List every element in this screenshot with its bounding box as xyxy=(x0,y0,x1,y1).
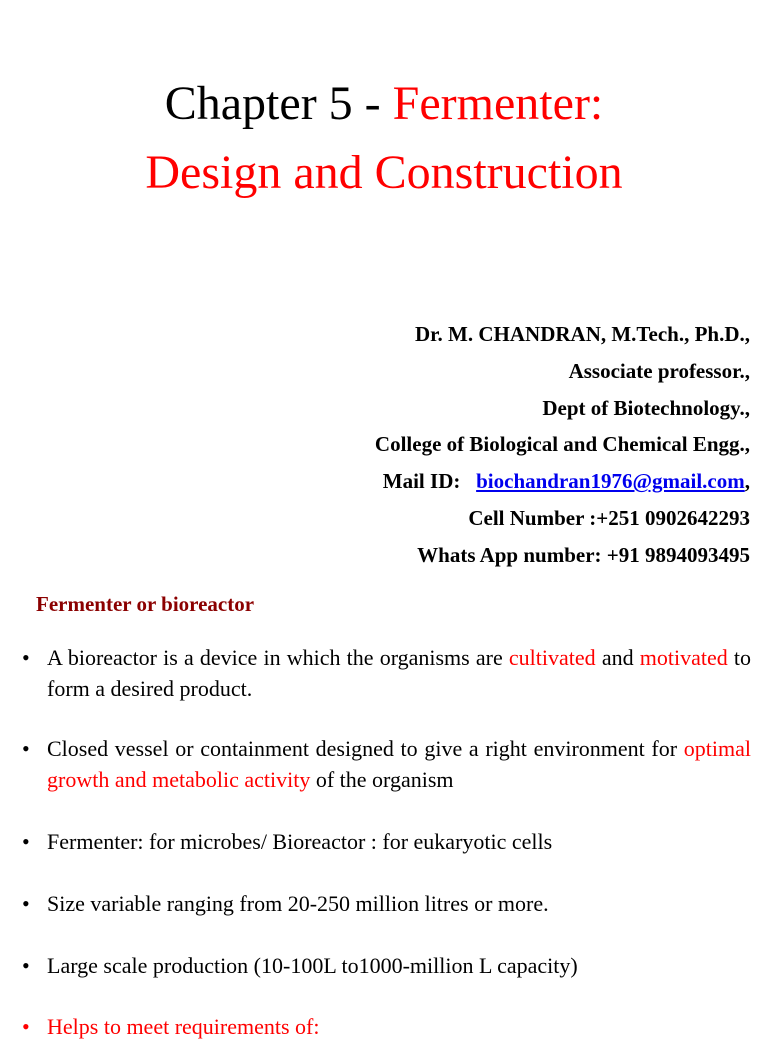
bullet-text-part: and xyxy=(595,645,640,670)
bullet-marker: • xyxy=(22,645,30,670)
bullet-text-part: of the organism xyxy=(310,767,454,792)
title-chapter: Chapter 5 - xyxy=(164,77,393,130)
author-position: Associate professor., xyxy=(568,358,750,383)
author-name: Dr. M. CHANDRAN, M.Tech., Ph.D., xyxy=(414,322,750,346)
highlight-optimal-growth: optimal growth and metabolic activity xyxy=(47,736,751,792)
author-college: College of Biological and Chemical Engg., xyxy=(374,432,750,457)
section-heading: Fermenter or bioreactor xyxy=(36,592,255,616)
author-mail-line xyxy=(375,463,750,500)
author-block xyxy=(375,316,750,574)
bullet-text-part: to form a desired product. xyxy=(47,645,751,701)
mail-label: Mail ID: xyxy=(382,469,461,494)
highlight-cultivated: cultivated xyxy=(508,645,596,670)
email-link[interactable]: biochandran1976@gmail.com xyxy=(476,469,745,494)
bullet-text-part: Closed vessel or containment designed to give a right environment for xyxy=(47,736,684,761)
title-fermenter: Fermenter: xyxy=(392,77,604,130)
bullet-text xyxy=(47,733,751,795)
title-line-1 xyxy=(0,77,768,130)
bullet-marker: • xyxy=(22,1014,30,1039)
author-dept: Dept of Biotechnology., xyxy=(542,395,750,420)
bullet-text: Size variable ranging from 20-250 million litres or more. xyxy=(47,891,549,916)
author-cell: Cell Number :+251 0902642293 xyxy=(468,505,750,530)
bullet-text-part: A bioreactor is a device in which the organisms are xyxy=(47,645,509,670)
bullet-marker: • xyxy=(22,829,30,854)
title-line-2: Design and Construction xyxy=(145,146,623,199)
bullet-text: Helps to meet requirements of: xyxy=(47,1014,320,1039)
bullet-marker: • xyxy=(22,953,30,978)
bullet-text: Fermenter: for microbes/ Bioreactor : for eukaryotic cells xyxy=(47,829,553,854)
bullet-text: Large scale production (10-100L to1000-million L capacity) xyxy=(47,953,578,978)
bullet-marker: • xyxy=(22,736,30,761)
bullet-text xyxy=(47,642,751,704)
bullet-marker: • xyxy=(22,891,30,916)
author-whatsapp: Whats App number: +91 9894093495 xyxy=(417,542,750,567)
mail-suffix: , xyxy=(744,469,750,494)
highlight-motivated: motivated xyxy=(639,645,728,670)
